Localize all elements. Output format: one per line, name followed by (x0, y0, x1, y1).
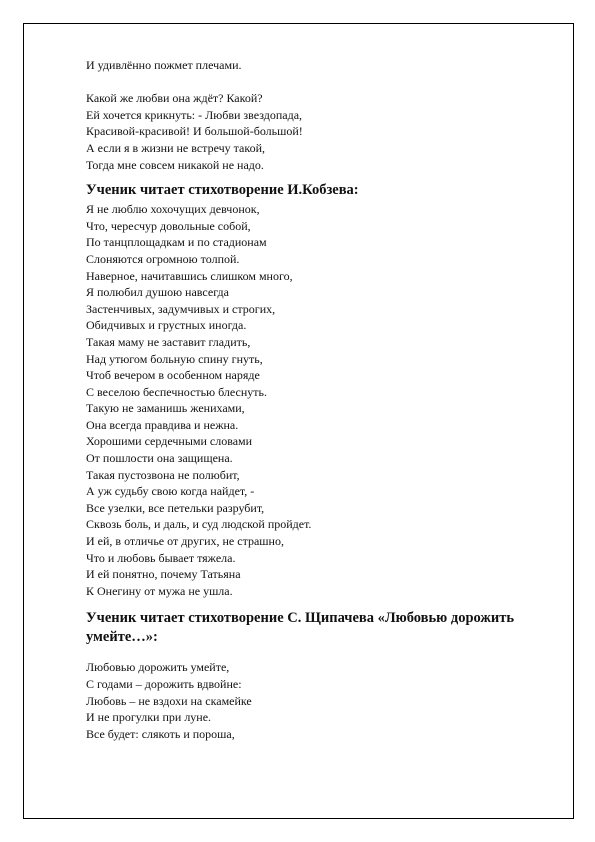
text-line: И удивлённо пожмет плечами. (86, 58, 242, 72)
poem-line: Обидчивых и грустных иногда. (86, 318, 247, 333)
poem-line: А уж судьбу свою когда найдет, - (86, 484, 255, 499)
stanza-gap (86, 74, 556, 91)
text-line: Какой же любви она ждёт? Какой? (86, 91, 263, 106)
poem-line: По танцплощадкам и по стадионам (86, 235, 267, 250)
document-body (86, 57, 556, 742)
poem-line: С годами – дорожить вдвойне: (86, 677, 242, 691)
poem-line: Наверное, начитавшись слишком много, (86, 268, 293, 283)
poem-line: Что, чересчур довольные собой, (86, 218, 251, 233)
poem-line: И ей понятно, почему Татьяна (86, 567, 241, 582)
text-line: А если я в жизни не встречу такой, (86, 140, 265, 155)
poem-kobzev (86, 201, 556, 599)
poem-line: Слоняются огромною толпой. (86, 251, 240, 266)
poem-line: Я не люблю хохочущих девчонок, (86, 202, 260, 217)
poem-line: С веселою беспечностью блеснуть. (86, 384, 267, 399)
poem-line: Сквозь боль, и даль, и суд людской пройдет. (86, 517, 312, 532)
poem-line: Все узелки, все петельки разрубит, (86, 500, 265, 515)
poem-line: И не прогулки при луне. (86, 710, 212, 725)
poem-line: Такая пустозвона не полюбит, (86, 467, 240, 482)
poem-line: К Онегину от мужа не ушла. (86, 583, 233, 598)
poem-line: Такую не заманишь женихами, (86, 401, 245, 416)
poem-fragment-previous (86, 57, 556, 173)
section-heading-shchipachev: Ученик читает стихотворение С. Щипачева «Любовью дорожить умейте…»: (86, 610, 515, 646)
poem-line: Чтоб вечером в особенном наряде (86, 368, 260, 383)
poem-line: Над утюгом больную спину гнуть, (86, 351, 263, 366)
poem-line: Любовь – не вздохи на скамейке (86, 693, 252, 708)
poem-line: Что и любовь бывает тяжела. (86, 550, 236, 565)
poem-line: Она всегда правдива и нежна. (86, 417, 239, 432)
text-line: Красивой-красивой! И большой-большой! (86, 124, 303, 139)
poem-line: Застенчивых, задумчивых и строгих, (86, 301, 276, 316)
poem-shchipachev (86, 659, 556, 742)
poem-line: Я полюбил душою навсегда (86, 285, 229, 300)
poem-line: Любовью дорожить умейте, (86, 660, 230, 675)
poem-line: Хорошими сердечными словами (86, 434, 253, 449)
section-heading-kobzev: Ученик читает стихотворение И.Кобзева: (86, 182, 359, 199)
text-line: Тогда мне совсем никакой не надо. (86, 157, 264, 172)
poem-line: Все будет: слякоть и пороша, (86, 726, 235, 741)
poem-line: От пошлости она защищена. (86, 451, 233, 466)
text-line: Ей хочется крикнуть: - Любви звездопада, (86, 107, 303, 122)
poem-line: И ей, в отличье от других, не страшно, (86, 534, 284, 549)
poem-line: Такая маму не заставит гладить, (86, 334, 251, 349)
